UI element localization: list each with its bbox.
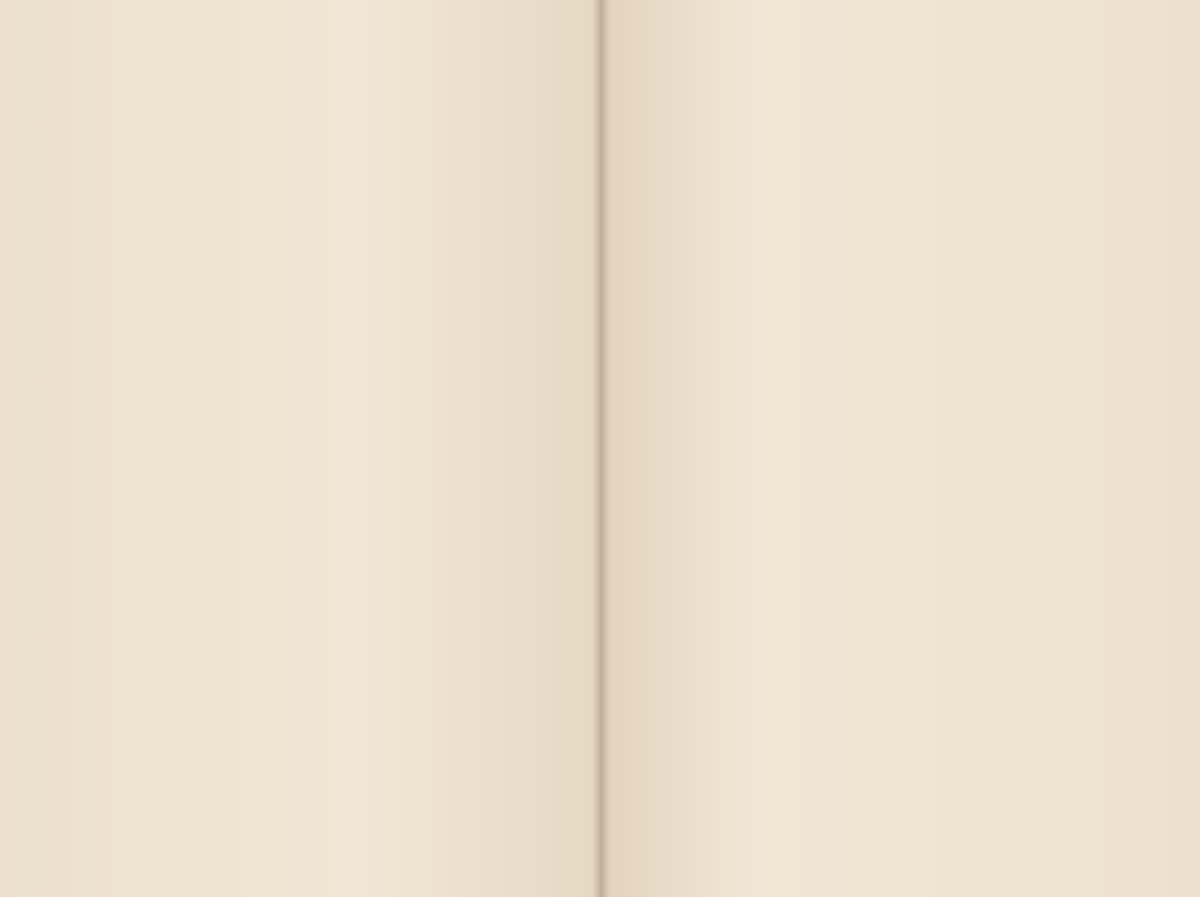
hydrograph-figure <box>600 30 1200 520</box>
